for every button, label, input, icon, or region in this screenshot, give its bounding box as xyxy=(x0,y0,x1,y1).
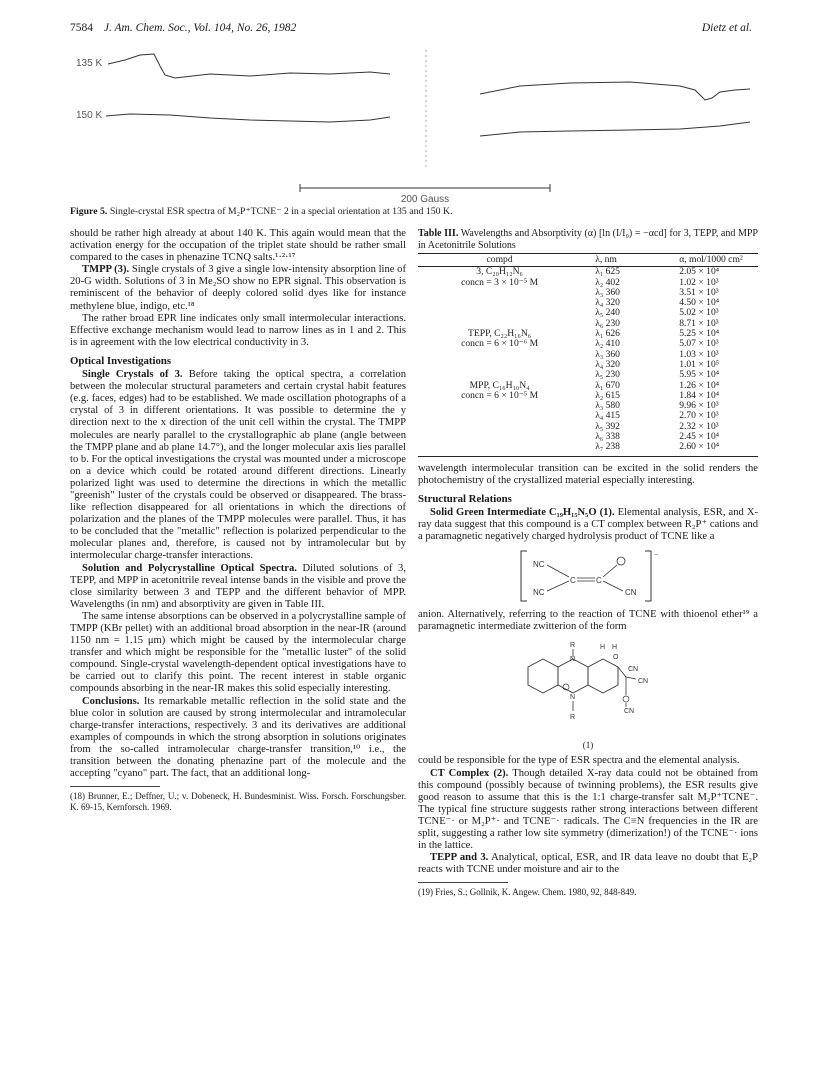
col-header-absorptivity: α, mol/1000 cm² xyxy=(649,254,758,267)
run-in-heading: TEPP and 3. xyxy=(430,852,489,864)
cell-absorptivity: 5.25 × 10⁴ xyxy=(679,328,720,340)
cell-wavelength: λ₅ 392 xyxy=(595,420,620,432)
table-row xyxy=(418,267,758,278)
cell-wavelength: λ₄ 320 xyxy=(595,358,620,370)
section-heading: Structural Relations xyxy=(418,492,512,505)
col-header-wavelength: λ, nm xyxy=(581,254,649,267)
cell-wavelength: λ₁ 625 xyxy=(595,266,620,278)
figure-caption xyxy=(70,206,760,217)
left-column xyxy=(70,228,406,812)
cell-wavelength: λ₇ 238 xyxy=(581,442,649,456)
cell-wavelength: λ₂ 402 xyxy=(595,276,620,288)
spectrum-150k xyxy=(106,114,390,122)
spectrum-135k-right xyxy=(480,82,750,100)
paragraph: The same intense absorptions can be observed in a polycrystalline sample of TMPP (KBr pellet) with an additional broad absorption in the near-IR (around 1150 nm = 1.15 μm) which might be caused by the intermolecular charge transfer and which might be responsible for the "metallic luster" of the solid compound. Single-crystal wavelength-dependent optical investigations have to be carried out to clarify this point. The recent interest in stable organic compounds absorbing in the near-IR makes this solid especially interesting. xyxy=(70,610,406,695)
run-in-heading: Solid Green Intermediate C₁₉H₁₅N₅O (1). xyxy=(430,506,615,518)
cell-compound: concn = 6 × 10⁻⁵ M xyxy=(461,389,539,401)
cell-compound: concn = 6 × 10⁻⁶ M xyxy=(461,338,539,350)
cell-wavelength: λ₂ 615 xyxy=(595,389,620,401)
cell-absorptivity: 3.51 × 10³ xyxy=(679,286,719,298)
figure-caption-label: Figure 5. xyxy=(70,206,108,217)
label-135k: 135 K xyxy=(76,58,103,69)
cell-wavelength: λ₆ 338 xyxy=(595,431,620,443)
zwit-o: O xyxy=(613,654,619,662)
paragraph-text: Analytical, optical, ESR, and IR data leave no doubt that E₂P reacts with TCNE under moisture and air to the xyxy=(418,852,758,876)
page-number: 7584 xyxy=(70,22,93,34)
label-150k: 150 K xyxy=(76,110,103,121)
cell-wavelength: λ₂ 410 xyxy=(595,338,620,350)
paragraph-text: Though detailed X-ray data could not be obtained from this compound (possibly because of twinning problems), the ESR results give good reason to assume that this is the 1:1 charge-transfer salt M₂P⁺TCNE⁻. The typical fine structure suggests rather strong interactions between different TCNE⁻· or M₂P⁺· and TCNE⁻· radicals. The C≡N frequencies in the IR are split, suggesting a rather low site symmetry (dimerization!) of the TCNE⁻· ions in the lattice. xyxy=(418,767,758,852)
paragraph-green-intermediate xyxy=(418,507,758,543)
paragraph-ct-complex xyxy=(418,768,758,853)
footnote-rule xyxy=(70,786,160,787)
paragraph-conclusions xyxy=(70,696,406,781)
cell-absorptivity: 2.05 × 10⁴ xyxy=(679,266,720,278)
cell-wavelength: λ₅ 230 xyxy=(595,369,620,381)
running-header xyxy=(70,22,296,34)
zwit-h2: H xyxy=(612,644,618,652)
spectrum-150k-right xyxy=(480,122,750,136)
footnote-18: (18) Brunner, E.; Deffner, U.; v. Dobeneck, H. Bundesminist. Wiss. Forsch. Forschungsber. K. 69-15, Kernforsch. 1969. xyxy=(70,791,406,812)
paragraph-solution xyxy=(70,563,406,611)
cell-absorptivity: 2.45 × 10⁴ xyxy=(679,431,720,443)
cell-absorptivity: 8.71 × 10³ xyxy=(679,317,719,329)
cell-absorptivity: 1.84 × 10⁴ xyxy=(679,389,720,401)
zwit-h1: H xyxy=(600,644,606,652)
cell-compound xyxy=(418,350,581,360)
cell-absorptivity: 4.50 × 10⁴ xyxy=(679,297,720,309)
table-header-row xyxy=(418,254,758,267)
table-caption xyxy=(418,228,758,251)
cell-compound xyxy=(418,360,581,370)
cell-wavelength: λ₆ 230 xyxy=(595,317,620,329)
esr-spectra-figure xyxy=(70,40,760,220)
table-caption-label: Table III. xyxy=(418,228,459,239)
cell-absorptivity: 5.07 × 10³ xyxy=(679,338,719,350)
scale-label: 200 Gauss xyxy=(400,194,450,205)
paragraph-tepp xyxy=(418,852,758,876)
cell-wavelength: λ₄ 415 xyxy=(595,410,620,422)
section-heading: Optical Investigations xyxy=(70,354,172,367)
paragraph: should be rather high already at about 140 K. This again would mean that the activation energy for the occupation of the triplet state should be rather small compared to the cases in phenazine TCNQ salts.¹·²·¹⁷ xyxy=(70,228,406,264)
cell-absorptivity: 5.95 × 10⁴ xyxy=(679,369,720,381)
structure-label: (1) xyxy=(582,740,594,751)
figure-caption-text: Single-crystal ESR spectra of M₂P⁺TCNE⁻ 2 in a special orientation at 135 and 150 K. xyxy=(109,206,453,217)
cell-wavelength: λ₃ 360 xyxy=(595,348,620,360)
run-in-heading: Conclusions. xyxy=(82,695,140,707)
cell-compound xyxy=(418,442,581,456)
cell-absorptivity: 2.70 × 10³ xyxy=(679,410,719,422)
cell-compound xyxy=(418,298,581,308)
footnote-19: (19) Fries, S.; Gollnik, K. Angew. Chem. 1980, 92, 848-849. xyxy=(418,887,637,898)
paragraph: wavelength intermolecular transition can be excited in the solid renders the photochemistry of the crystallized material especially interesting. xyxy=(418,462,758,486)
zwit-cn1: CN xyxy=(628,666,639,674)
spectrum-135k xyxy=(108,54,390,78)
cell-compound xyxy=(418,288,581,298)
cell-absorptivity: 1.26 × 10⁴ xyxy=(679,379,720,391)
anion-nc-bottom: NC xyxy=(533,588,545,598)
zwit-n-bottom: N xyxy=(570,694,576,702)
paragraph-text: Elemental analysis, ESR, and X-ray data suggest that this compound is a CT complex between R₂P⁺ cations and a paramagnetic negatively charged hydrolysis product of TCNE like a xyxy=(418,506,759,543)
cell-compound xyxy=(418,411,581,421)
zwit-cn2: CN xyxy=(638,678,649,686)
header-authors: Dietz et al. xyxy=(701,22,752,34)
anion-charge-mark: − xyxy=(654,550,659,560)
cell-wavelength: λ₅ 240 xyxy=(595,307,620,319)
cell-compound: concn = 3 × 10⁻⁵ M xyxy=(461,276,539,288)
cell-compound: 3, C₂₀H₁₂N₆ xyxy=(476,266,523,278)
cell-wavelength: λ₁ 626 xyxy=(595,328,620,340)
tcne-anion-structure xyxy=(513,547,663,605)
run-in-heading: Single Crystals of 3. xyxy=(82,369,183,381)
zwit-cn3: CN xyxy=(624,708,635,716)
col-header-compd: compd xyxy=(418,254,581,267)
run-in-heading: TMPP (3). xyxy=(82,264,130,276)
footnote-rule xyxy=(418,882,508,883)
paragraph-text: Diluted solutions of 3, TEPP, and MPP in acetonitrile reveal intense bands in the visible and prove the close similarity between 3 and TEPP and the different behavior of MPP. Wavelengths (in nm) and absorptivity are given in Table III. xyxy=(70,562,406,610)
cell-compound: MPP, C₁₆H₁₀N₄ xyxy=(469,379,530,391)
paragraph-text: Its remarkable metallic reflection in the solid state and the blue color in solution are caused by strong intermolecular and intramolecular charge-transfer interactions, respectively. 3 and its derivatives are additional examples of compounds in which the strong absorption in solutions originates from the so-called intramolecular charge-transfer transition,¹⁰ i.e., the transition between the donating phenazine part of the molecule and the accepting "cyano" part. The fact, that an additional long- xyxy=(70,695,406,780)
cell-wavelength: λ₁ 670 xyxy=(595,379,620,391)
cell-wavelength: λ₄ 320 xyxy=(595,297,620,309)
cell-absorptivity: 2.60 × 10⁴ xyxy=(649,442,758,456)
paragraph: could be responsible for the type of ESR spectra and the elemental analysis. xyxy=(418,755,740,767)
zwit-r-bottom: R xyxy=(570,714,576,722)
cell-compound xyxy=(418,422,581,432)
cell-absorptivity: 5.02 × 10³ xyxy=(679,307,719,319)
paragraph: anion. Alternatively, referring to the reaction of TCNE with thioenol ether¹⁹ a paramagnetic intermediate zwitterion of the form xyxy=(418,609,758,633)
anion-c-left: C xyxy=(570,576,576,586)
paragraph-text: Before taking the optical spectra, a correlation between the molecular structural parameters and certain crystal habit features (e.g. faces, edges) had to be established. We made oscillation photographs of a crystal of 3 in different orientations. It was possible to determine the y direction next to the x direction of the unit cell within the crystal. The TMPP molecules are nearly parallel to the crystallographic ab plane (angle between the TMPP plane and ab plane 14.7°), and the longer molecular axis lies parallel to b. For the optical investigations the crystal was mounted under a microscope on a device which could be rotated around different directions. Linearly polarized light was used to determine the directions in which the metallic "greenish" luster of the crystals could be observed or disappeared. The brass-like reflection disappeared for all orientations in which the directions of polarization and the planes of the TMPP molecules were parallel. Thus, it has to be concluded that the "metallic" reflection is polarized perpendicular to the molecular planes and, therefore, is caused not by intramolecular but by intermolecular charge-transfer interactions. xyxy=(70,369,406,562)
cell-compound xyxy=(418,308,581,318)
cell-compound xyxy=(418,401,581,411)
table-row xyxy=(418,442,758,456)
cell-absorptivity: 1.01 × 10⁵ xyxy=(679,358,720,370)
right-column xyxy=(418,228,758,898)
anion-nc-top: NC xyxy=(533,560,545,570)
anion-c-right: C xyxy=(596,576,602,586)
journal-citation: J. Am. Chem. Soc., Vol. 104, No. 26, 1982 xyxy=(103,22,297,34)
zwit-r-top: R xyxy=(570,642,576,650)
run-in-heading: CT Complex (2). xyxy=(430,767,509,779)
zwit-n-top: N xyxy=(570,656,576,664)
cell-absorptivity: 9.96 × 10³ xyxy=(679,400,719,412)
cell-compound: TEPP, C₂₂H₁₆N₆ xyxy=(468,328,532,340)
paragraph-text: Single crystals of 3 give a single low-intensity absorption line of 20-G width. Solutions of 3 in Me₂SO show no EPR signal. This observation is reminiscent of the behavior of deeply colored solid dyes like for instance methylene blue, indigo, etc.¹⁸ xyxy=(70,264,406,312)
table-caption-text: Wavelengths and Absorptivity (α) [ln (I/I₀) = −αcd] for 3, TEPP, and MPP in Acetonitrile Solutions xyxy=(418,228,758,251)
paragraph-single-crystals xyxy=(70,369,406,563)
anion-cn-right: CN xyxy=(625,588,637,598)
cell-absorptivity: 2.32 × 10³ xyxy=(679,420,719,432)
paragraph-tmpp xyxy=(70,264,406,312)
paragraph: The rather broad EPR line indicates only small intermolecular interactions. Effective exchange mechanism would lead to narrow lines as in 1 and 2. This is in agreement with the low electrical conductivity in 3. xyxy=(70,312,406,348)
run-in-heading: Solution and Polycrystalline Optical Spectra. xyxy=(82,562,297,574)
absorptivity-table xyxy=(418,253,758,457)
cell-absorptivity: 1.03 × 10³ xyxy=(679,348,719,360)
table-body xyxy=(418,267,758,456)
cell-wavelength: λ₃ 580 xyxy=(595,400,620,412)
cell-absorptivity: 1.02 × 10³ xyxy=(679,276,719,288)
zwitterion-structure xyxy=(488,637,688,737)
cell-wavelength: λ₃ 360 xyxy=(595,286,620,298)
cell-compound xyxy=(418,432,581,442)
